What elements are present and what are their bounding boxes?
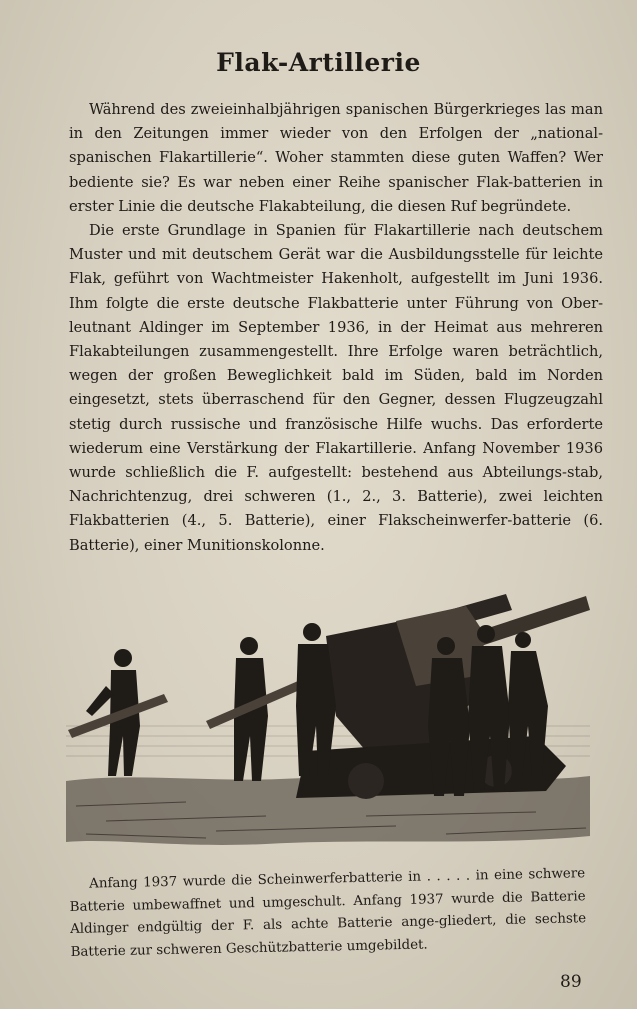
paragraph-2: Die erste Grundlage in Spanien für Flakartillerie nach deutschem Muster und mit deutschem Gerät war die Ausbildungsstelle für leichte Flak, geführt von Wachtmeister Hakenholt, aufgestellt im Juni 1936. Ihm folgte die erste deutsche Flakbatterie unter Führung von Ober-leutnant Aldinger im September 1936, in der Heimat aus mehreren Flakabteilungen zusammengestellt. Ihre Erfolge waren beträchtlich, wegen der großen Beweglichkeit bald im Süden, bald im Norden eingesetzt, stets überraschend für den Gegner, dessen Flugzeugzahl stetig durch russische und französische Hilfe wuchs. Das erforderte wiederum eine Verstärkung der Flakartillerie. Anfang November 1936 wurde schließlich die F. aufgestellt: bestehend aus Abteilungs-stab, Nachrichtenzug, drei schweren (1., 2., 3. Batterie), zwei leichten Flakbatterien (4., 5. Batterie), einer Flakscheinwerfer-batterie (6. Batterie), einer Munitionskolonne.	[69, 222, 603, 554]
caption-text: Anfang 1937 wurde die Scheinwerferbatterie in . . . . . in eine schwere Batterie umbewaffnet und umgeschult. Anfang 1937 wurde die Batterie Aldinger endgültig der F. als achte Batterie ange-gliedert, die sechste Batterie zur schweren Geschützbatterie umgebildet.	[69, 866, 587, 960]
flak-gun-crew-illustration	[66, 576, 590, 862]
page-title: Flak-Artillerie	[216, 48, 421, 77]
illustration-caption	[69, 863, 587, 964]
body-text	[69, 98, 603, 558]
page-number: 89	[560, 972, 582, 992]
paragraph-1: Während des zweieinhalbjährigen spanischen Bürgerkrieges las man in den Zeitungen immer wieder von den Erfolgen der „national-spanischen Flakartillerie“. Woher stammten diese guten Waffen? Wer bediente sie? Es war neben einer Reihe spanischer Flak-batterien in erster Linie die deutsche Flakabteilung, die diesen Ruf begründete.	[69, 101, 603, 215]
